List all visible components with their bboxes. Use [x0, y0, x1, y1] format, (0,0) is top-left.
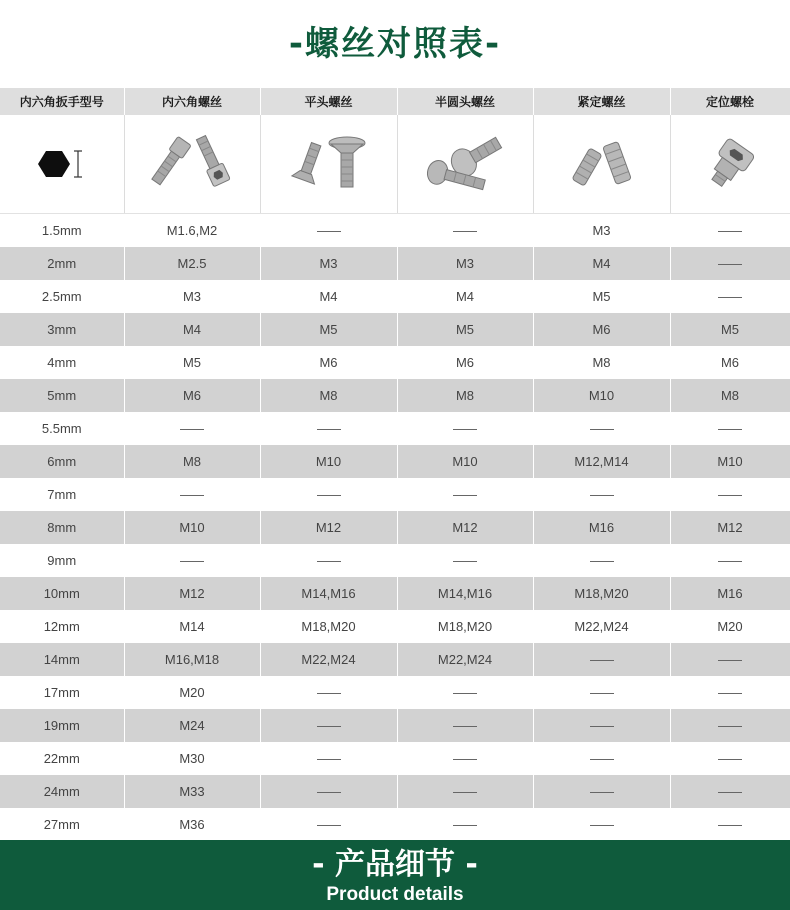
footer-title-en: Product details [326, 884, 464, 905]
cell-value: M4 [592, 256, 611, 271]
cell-value: M14,M16 [437, 586, 493, 601]
table-row [0, 445, 790, 478]
cell-value: M10 [315, 454, 342, 469]
image-cell-button-head-screw [397, 115, 533, 214]
cell-set-screw [533, 544, 670, 577]
empty-dash [180, 561, 204, 562]
cell-set-screw [533, 346, 670, 379]
empty-dash [590, 495, 614, 496]
cell-shoulder-bolt [670, 709, 790, 742]
cell-set-screw [533, 610, 670, 643]
cell-flat-head-screw [260, 808, 397, 841]
cell-socket-cap-screw [124, 214, 260, 248]
cell-value: M22,M24 [437, 652, 493, 667]
cell-set-screw [533, 742, 670, 775]
cell-flat-head-screw [260, 412, 397, 445]
cell-socket-cap-screw [124, 445, 260, 478]
shoulder-bolt-icon [680, 129, 780, 199]
cell-shoulder-bolt [670, 643, 790, 676]
cell-value: M16,M18 [164, 652, 220, 667]
cell-value: 19mm [43, 718, 80, 733]
cell-value: M6 [182, 388, 202, 403]
cell-hex-key-size [0, 412, 124, 445]
cell-hex-key-size [0, 280, 124, 313]
cell-button-head-screw [397, 412, 533, 445]
empty-dash [453, 759, 477, 760]
cell-flat-head-screw [260, 742, 397, 775]
cell-flat-head-screw [260, 445, 397, 478]
cell-socket-cap-screw [124, 775, 260, 808]
cell-set-screw [533, 511, 670, 544]
cell-button-head-screw [397, 709, 533, 742]
cell-value: M12,M14 [574, 454, 629, 469]
cell-value: 6mm [47, 454, 77, 469]
table-image-row [0, 115, 790, 214]
empty-dash [718, 693, 742, 694]
cell-socket-cap-screw [124, 478, 260, 511]
cell-button-head-screw [397, 742, 533, 775]
cell-socket-cap-screw [124, 676, 260, 709]
table-header-row [0, 88, 790, 115]
product-details-banner [0, 840, 790, 910]
image-cell-shoulder-bolt [670, 115, 790, 214]
column-header-set-screw: 紧定螺丝 [533, 88, 670, 115]
cell-hex-key-size [0, 544, 124, 577]
table-row [0, 478, 790, 511]
empty-dash [317, 561, 341, 562]
cell-value: M8 [319, 388, 338, 403]
empty-dash [590, 561, 614, 562]
table-row [0, 775, 790, 808]
column-header-shoulder-bolt: 定位螺栓 [670, 88, 790, 115]
socket-cap-screw-icon [142, 129, 242, 199]
cell-socket-cap-screw [124, 742, 260, 775]
cell-button-head-screw [397, 676, 533, 709]
cell-flat-head-screw [260, 709, 397, 742]
cell-hex-key-size [0, 379, 124, 412]
cell-hex-key-size [0, 247, 124, 280]
table-row [0, 577, 790, 610]
cell-value: 7mm [47, 487, 77, 502]
empty-dash [718, 660, 742, 661]
cell-value: 4mm [47, 355, 77, 370]
empty-dash [317, 726, 341, 727]
cell-value: M5 [182, 355, 202, 370]
empty-dash [590, 825, 614, 826]
cell-value: M5 [319, 322, 338, 337]
cell-hex-key-size [0, 808, 124, 841]
cell-value: M10 [452, 454, 478, 469]
cell-shoulder-bolt [670, 478, 790, 511]
cell-button-head-screw [397, 577, 533, 610]
empty-dash [718, 429, 742, 430]
cell-value: M8 [455, 388, 475, 403]
empty-dash [590, 660, 614, 661]
cell-shoulder-bolt [670, 280, 790, 313]
cell-button-head-screw [397, 214, 533, 248]
cell-button-head-screw [397, 544, 533, 577]
cell-value: 8mm [47, 520, 77, 535]
cell-hex-key-size [0, 709, 124, 742]
table-row [0, 808, 790, 841]
cell-value: M8 [592, 355, 611, 370]
empty-dash [590, 792, 614, 793]
cell-value: M5 [592, 289, 611, 304]
cell-socket-cap-screw [124, 412, 260, 445]
cell-value: M3 [182, 289, 202, 304]
image-cell-flat-head-screw [260, 115, 397, 214]
cell-value: 12mm [43, 619, 80, 634]
table-row [0, 643, 790, 676]
cell-value: M22,M24 [574, 619, 629, 634]
cell-hex-key-size [0, 313, 124, 346]
empty-dash [590, 759, 614, 760]
cell-socket-cap-screw [124, 379, 260, 412]
column-header-button-head-screw: 半圆头螺丝 [397, 88, 533, 115]
empty-dash [718, 792, 742, 793]
cell-flat-head-screw [260, 511, 397, 544]
cell-set-screw [533, 214, 670, 248]
empty-dash [718, 231, 742, 232]
empty-dash [453, 726, 477, 727]
empty-dash [718, 825, 742, 826]
cell-flat-head-screw [260, 676, 397, 709]
cell-value: M4 [455, 289, 475, 304]
cell-shoulder-bolt [670, 577, 790, 610]
cell-value: M20 [179, 685, 205, 700]
cell-button-head-screw [397, 511, 533, 544]
cell-set-screw [533, 577, 670, 610]
cell-value: 10mm [43, 586, 80, 601]
table-row [0, 346, 790, 379]
empty-dash [718, 297, 742, 298]
cell-value: M10 [588, 388, 615, 403]
cell-value: M18,M20 [574, 586, 629, 601]
cell-value: 22mm [43, 751, 80, 766]
cell-flat-head-screw [260, 610, 397, 643]
cell-set-screw [533, 775, 670, 808]
cell-value: M4 [319, 289, 338, 304]
cell-value: M5 [720, 322, 740, 337]
cell-flat-head-screw [260, 280, 397, 313]
cell-value: 17mm [43, 685, 80, 700]
cell-hex-key-size [0, 214, 124, 248]
cell-value: M6 [720, 355, 740, 370]
column-header-hex-key: 内六角扳手型号 [0, 88, 124, 115]
cell-button-head-screw [397, 346, 533, 379]
screw-comparison-table [0, 88, 790, 841]
empty-dash [180, 495, 204, 496]
empty-dash [718, 561, 742, 562]
empty-dash [590, 429, 614, 430]
cell-hex-key-size [0, 511, 124, 544]
cell-value: M16 [588, 520, 615, 535]
empty-dash [453, 495, 477, 496]
image-cell-socket-cap-screw [124, 115, 260, 214]
cell-shoulder-bolt [670, 742, 790, 775]
footer-title-zh: - 产品细节 - [312, 847, 478, 882]
cell-value: M10 [717, 454, 743, 469]
cell-flat-head-screw [260, 478, 397, 511]
cell-button-head-screw [397, 313, 533, 346]
cell-value: 2mm [47, 256, 77, 271]
cell-value: M8 [720, 388, 740, 403]
image-cell-set-screw [533, 115, 670, 214]
cell-hex-key-size [0, 742, 124, 775]
cell-set-screw [533, 280, 670, 313]
cell-hex-key-size [0, 643, 124, 676]
empty-dash [453, 825, 477, 826]
empty-dash [718, 759, 742, 760]
cell-flat-head-screw [260, 379, 397, 412]
cell-button-head-screw [397, 247, 533, 280]
cell-hex-key-size [0, 478, 124, 511]
cell-set-screw [533, 643, 670, 676]
table-row [0, 379, 790, 412]
cell-set-screw [533, 313, 670, 346]
cell-value: M33 [179, 784, 205, 799]
cell-set-screw [533, 379, 670, 412]
cell-value: M12 [179, 586, 205, 601]
cell-socket-cap-screw [124, 709, 260, 742]
empty-dash [317, 792, 341, 793]
cell-socket-cap-screw [124, 544, 260, 577]
cell-value: M18,M20 [437, 619, 493, 634]
cell-shoulder-bolt [670, 214, 790, 248]
cell-button-head-screw [397, 280, 533, 313]
cell-value: M12 [717, 520, 743, 535]
table-row [0, 676, 790, 709]
empty-dash [317, 759, 341, 760]
table-row [0, 610, 790, 643]
cell-button-head-screw [397, 643, 533, 676]
page-title: -螺丝对照表- [288, 23, 502, 64]
empty-dash [180, 429, 204, 430]
cell-socket-cap-screw [124, 247, 260, 280]
cell-button-head-screw [397, 478, 533, 511]
cell-button-head-screw [397, 808, 533, 841]
cell-shoulder-bolt [670, 412, 790, 445]
cell-value: M6 [319, 355, 338, 370]
cell-flat-head-screw [260, 643, 397, 676]
cell-button-head-screw [397, 379, 533, 412]
cell-value: 1.5mm [41, 223, 82, 238]
cell-value: M14,M16 [301, 586, 356, 601]
cell-shoulder-bolt [670, 313, 790, 346]
cell-set-screw [533, 709, 670, 742]
cell-flat-head-screw [260, 775, 397, 808]
cell-value: M16 [717, 586, 743, 601]
cell-flat-head-screw [260, 247, 397, 280]
cell-flat-head-screw [260, 544, 397, 577]
cell-shoulder-bolt [670, 808, 790, 841]
cell-flat-head-screw [260, 346, 397, 379]
cell-value: 5mm [47, 388, 77, 403]
cell-value: M22,M24 [301, 652, 356, 667]
cell-set-screw [533, 247, 670, 280]
cell-value: M4 [182, 322, 202, 337]
table-row [0, 280, 790, 313]
cell-hex-key-size [0, 610, 124, 643]
cell-flat-head-screw [260, 577, 397, 610]
table-row [0, 214, 790, 248]
table-row [0, 247, 790, 280]
cell-value: M36 [179, 817, 205, 832]
empty-dash [718, 264, 742, 265]
cell-value: M10 [179, 520, 205, 535]
empty-dash [453, 561, 477, 562]
cell-value: 3mm [47, 322, 77, 337]
flat-head-screw-icon [279, 129, 379, 199]
cell-value: 27mm [43, 817, 80, 832]
image-cell-hex-key [0, 115, 124, 214]
cell-value: M12 [315, 520, 342, 535]
cell-socket-cap-screw [124, 280, 260, 313]
table-row [0, 709, 790, 742]
column-header-socket-cap-screw: 内六角螺丝 [124, 88, 260, 115]
cell-socket-cap-screw [124, 577, 260, 610]
cell-shoulder-bolt [670, 247, 790, 280]
cell-value: M6 [455, 355, 475, 370]
empty-dash [453, 231, 477, 232]
cell-value: 5.5mm [41, 421, 82, 436]
empty-dash [590, 726, 614, 727]
cell-value: 14mm [43, 652, 80, 667]
cell-value: M8 [182, 454, 202, 469]
cell-hex-key-size [0, 445, 124, 478]
column-header-flat-head-screw: 平头螺丝 [260, 88, 397, 115]
cell-set-screw [533, 676, 670, 709]
cell-set-screw [533, 445, 670, 478]
empty-dash [317, 495, 341, 496]
empty-dash [453, 693, 477, 694]
cell-flat-head-screw [260, 313, 397, 346]
cell-button-head-screw [397, 610, 533, 643]
cell-value: M1.6,M2 [166, 223, 218, 238]
table-row [0, 511, 790, 544]
empty-dash [317, 429, 341, 430]
empty-dash [453, 429, 477, 430]
cell-shoulder-bolt [670, 511, 790, 544]
cell-value: M20 [717, 619, 743, 634]
cell-hex-key-size [0, 676, 124, 709]
table-row [0, 742, 790, 775]
table-row [0, 544, 790, 577]
cell-hex-key-size [0, 775, 124, 808]
cell-value: M24 [179, 718, 205, 733]
cell-set-screw [533, 478, 670, 511]
cell-shoulder-bolt [670, 445, 790, 478]
cell-hex-key-size [0, 577, 124, 610]
empty-dash [317, 231, 341, 232]
cell-value: M14 [179, 619, 205, 634]
cell-set-screw [533, 808, 670, 841]
empty-dash [718, 726, 742, 727]
table-row [0, 412, 790, 445]
cell-value: M3 [455, 256, 475, 271]
cell-value: 9mm [47, 553, 77, 568]
cell-socket-cap-screw [124, 346, 260, 379]
cell-shoulder-bolt [670, 346, 790, 379]
cell-value: M2.5 [177, 256, 207, 271]
cell-button-head-screw [397, 775, 533, 808]
cell-shoulder-bolt [670, 379, 790, 412]
cell-button-head-screw [397, 445, 533, 478]
empty-dash [453, 792, 477, 793]
empty-dash [317, 693, 341, 694]
cell-value: M18,M20 [301, 619, 356, 634]
cell-flat-head-screw [260, 214, 397, 248]
cell-value: M30 [179, 751, 205, 766]
empty-dash [590, 693, 614, 694]
cell-value: 2.5mm [41, 289, 82, 304]
hex-wrench-icon [32, 144, 92, 184]
cell-value: M12 [452, 520, 478, 535]
cell-socket-cap-screw [124, 313, 260, 346]
cell-shoulder-bolt [670, 610, 790, 643]
cell-value: M5 [455, 322, 475, 337]
cell-shoulder-bolt [670, 775, 790, 808]
table-row [0, 313, 790, 346]
cell-shoulder-bolt [670, 676, 790, 709]
button-head-screw-icon [415, 129, 515, 199]
cell-set-screw [533, 412, 670, 445]
empty-dash [317, 825, 341, 826]
title-area [0, 0, 790, 86]
empty-dash [718, 495, 742, 496]
cell-value: M3 [319, 256, 338, 271]
cell-value: M6 [592, 322, 611, 337]
cell-socket-cap-screw [124, 511, 260, 544]
cell-socket-cap-screw [124, 808, 260, 841]
set-screw-icon [552, 129, 652, 199]
cell-value: 24mm [43, 784, 80, 799]
cell-shoulder-bolt [670, 544, 790, 577]
cell-value: M3 [592, 223, 611, 238]
cell-hex-key-size [0, 346, 124, 379]
cell-socket-cap-screw [124, 643, 260, 676]
cell-socket-cap-screw [124, 610, 260, 643]
